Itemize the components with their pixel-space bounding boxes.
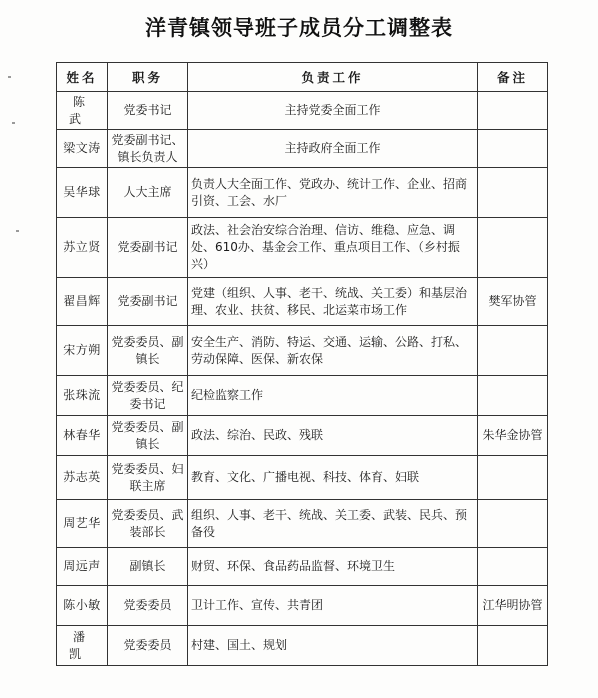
cell-position: 党委书记 <box>108 92 188 130</box>
cell-note <box>478 548 548 586</box>
cell-duty: 纪检监察工作 <box>188 376 478 416</box>
cell-duty: 政法、社会治安综合治理、信访、维稳、应急、调处、610办、基金会工作、重点项目工作、（乡村振兴） <box>188 218 478 278</box>
cell-note <box>478 218 548 278</box>
cell-position: 党委副书记、镇长负责人 <box>108 130 188 168</box>
table-row <box>57 326 548 376</box>
cell-duty: 卫计工作、宣传、共青团 <box>188 586 478 626</box>
cell-position: 副镇长 <box>108 548 188 586</box>
cell-duty: 政法、综治、民政、残联 <box>188 416 478 456</box>
cell-position: 党委委员、纪委书记 <box>108 376 188 416</box>
table-row <box>57 376 548 416</box>
cell-name: 苏志英 <box>57 456 108 500</box>
cell-position: 党委副书记 <box>108 218 188 278</box>
header-duty: 负责工作 <box>188 63 478 92</box>
cell-position: 党委委员、副镇长 <box>108 416 188 456</box>
assignment-table <box>56 62 548 666</box>
cell-name: 陈小敏 <box>57 586 108 626</box>
table-row <box>57 626 548 666</box>
scan-speck <box>8 76 11 78</box>
table-row <box>57 92 548 130</box>
cell-note <box>478 326 548 376</box>
cell-duty: 教育、文化、广播电视、科技、体育、妇联 <box>188 456 478 500</box>
cell-name: 周艺华 <box>57 500 108 548</box>
table-row <box>57 130 548 168</box>
cell-name: 陈武 <box>57 92 108 130</box>
cell-position: 党委委员 <box>108 626 188 666</box>
header-position: 职务 <box>108 63 188 92</box>
cell-position: 党委委员、副镇长 <box>108 326 188 376</box>
header-note: 备注 <box>478 63 548 92</box>
cell-note <box>478 626 548 666</box>
cell-duty: 财贸、环保、食品药品监督、环境卫生 <box>188 548 478 586</box>
cell-name: 林春华 <box>57 416 108 456</box>
cell-note: 朱华金协管 <box>478 416 548 456</box>
cell-position: 党委委员、妇联主席 <box>108 456 188 500</box>
cell-note: 樊军协管 <box>478 278 548 326</box>
cell-position: 党委委员 <box>108 586 188 626</box>
table-row <box>57 168 548 218</box>
table-row <box>57 416 548 456</box>
document-title: 洋青镇领导班子成员分工调整表 <box>145 15 453 40</box>
cell-name: 张珠流 <box>57 376 108 416</box>
cell-note <box>478 130 548 168</box>
cell-name: 翟昌辉 <box>57 278 108 326</box>
scan-speck <box>16 230 19 232</box>
cell-note <box>478 456 548 500</box>
cell-duty: 党建（组织、人事、老干、统战、关工委）和基层治理、农业、扶贫、移民、北运菜市场工作 <box>188 278 478 326</box>
table-row <box>57 456 548 500</box>
table-row <box>57 586 548 626</box>
table-row <box>57 548 548 586</box>
cell-position: 党委副书记 <box>108 278 188 326</box>
cell-note <box>478 376 548 416</box>
cell-duty: 组织、人事、老干、统战、关工委、武装、民兵、预备役 <box>188 500 478 548</box>
table-row <box>57 218 548 278</box>
cell-position: 人大主席 <box>108 168 188 218</box>
cell-name: 宋方朔 <box>57 326 108 376</box>
cell-name: 吴华球 <box>57 168 108 218</box>
cell-name: 梁文涛 <box>57 130 108 168</box>
cell-note <box>478 500 548 548</box>
cell-position: 党委委员、武装部长 <box>108 500 188 548</box>
table-header-row <box>57 63 548 92</box>
cell-note <box>478 168 548 218</box>
cell-name: 苏立贤 <box>57 218 108 278</box>
cell-duty: 村建、国土、规划 <box>188 626 478 666</box>
cell-duty: 主持党委全面工作 <box>188 92 478 130</box>
table-row <box>57 278 548 326</box>
table-row <box>57 500 548 548</box>
scan-speck <box>12 122 15 124</box>
header-name: 姓名 <box>57 63 108 92</box>
cell-note: 江华明协管 <box>478 586 548 626</box>
cell-note <box>478 92 548 130</box>
cell-name: 潘凯 <box>57 626 108 666</box>
cell-duty: 负责人大全面工作、党政办、统计工作、企业、招商引资、工会、水厂 <box>188 168 478 218</box>
cell-duty: 安全生产、消防、特运、交通、运输、公路、打私、劳动保障、医保、新农保 <box>188 326 478 376</box>
cell-duty: 主持政府全面工作 <box>188 130 478 168</box>
cell-name: 周远声 <box>57 548 108 586</box>
